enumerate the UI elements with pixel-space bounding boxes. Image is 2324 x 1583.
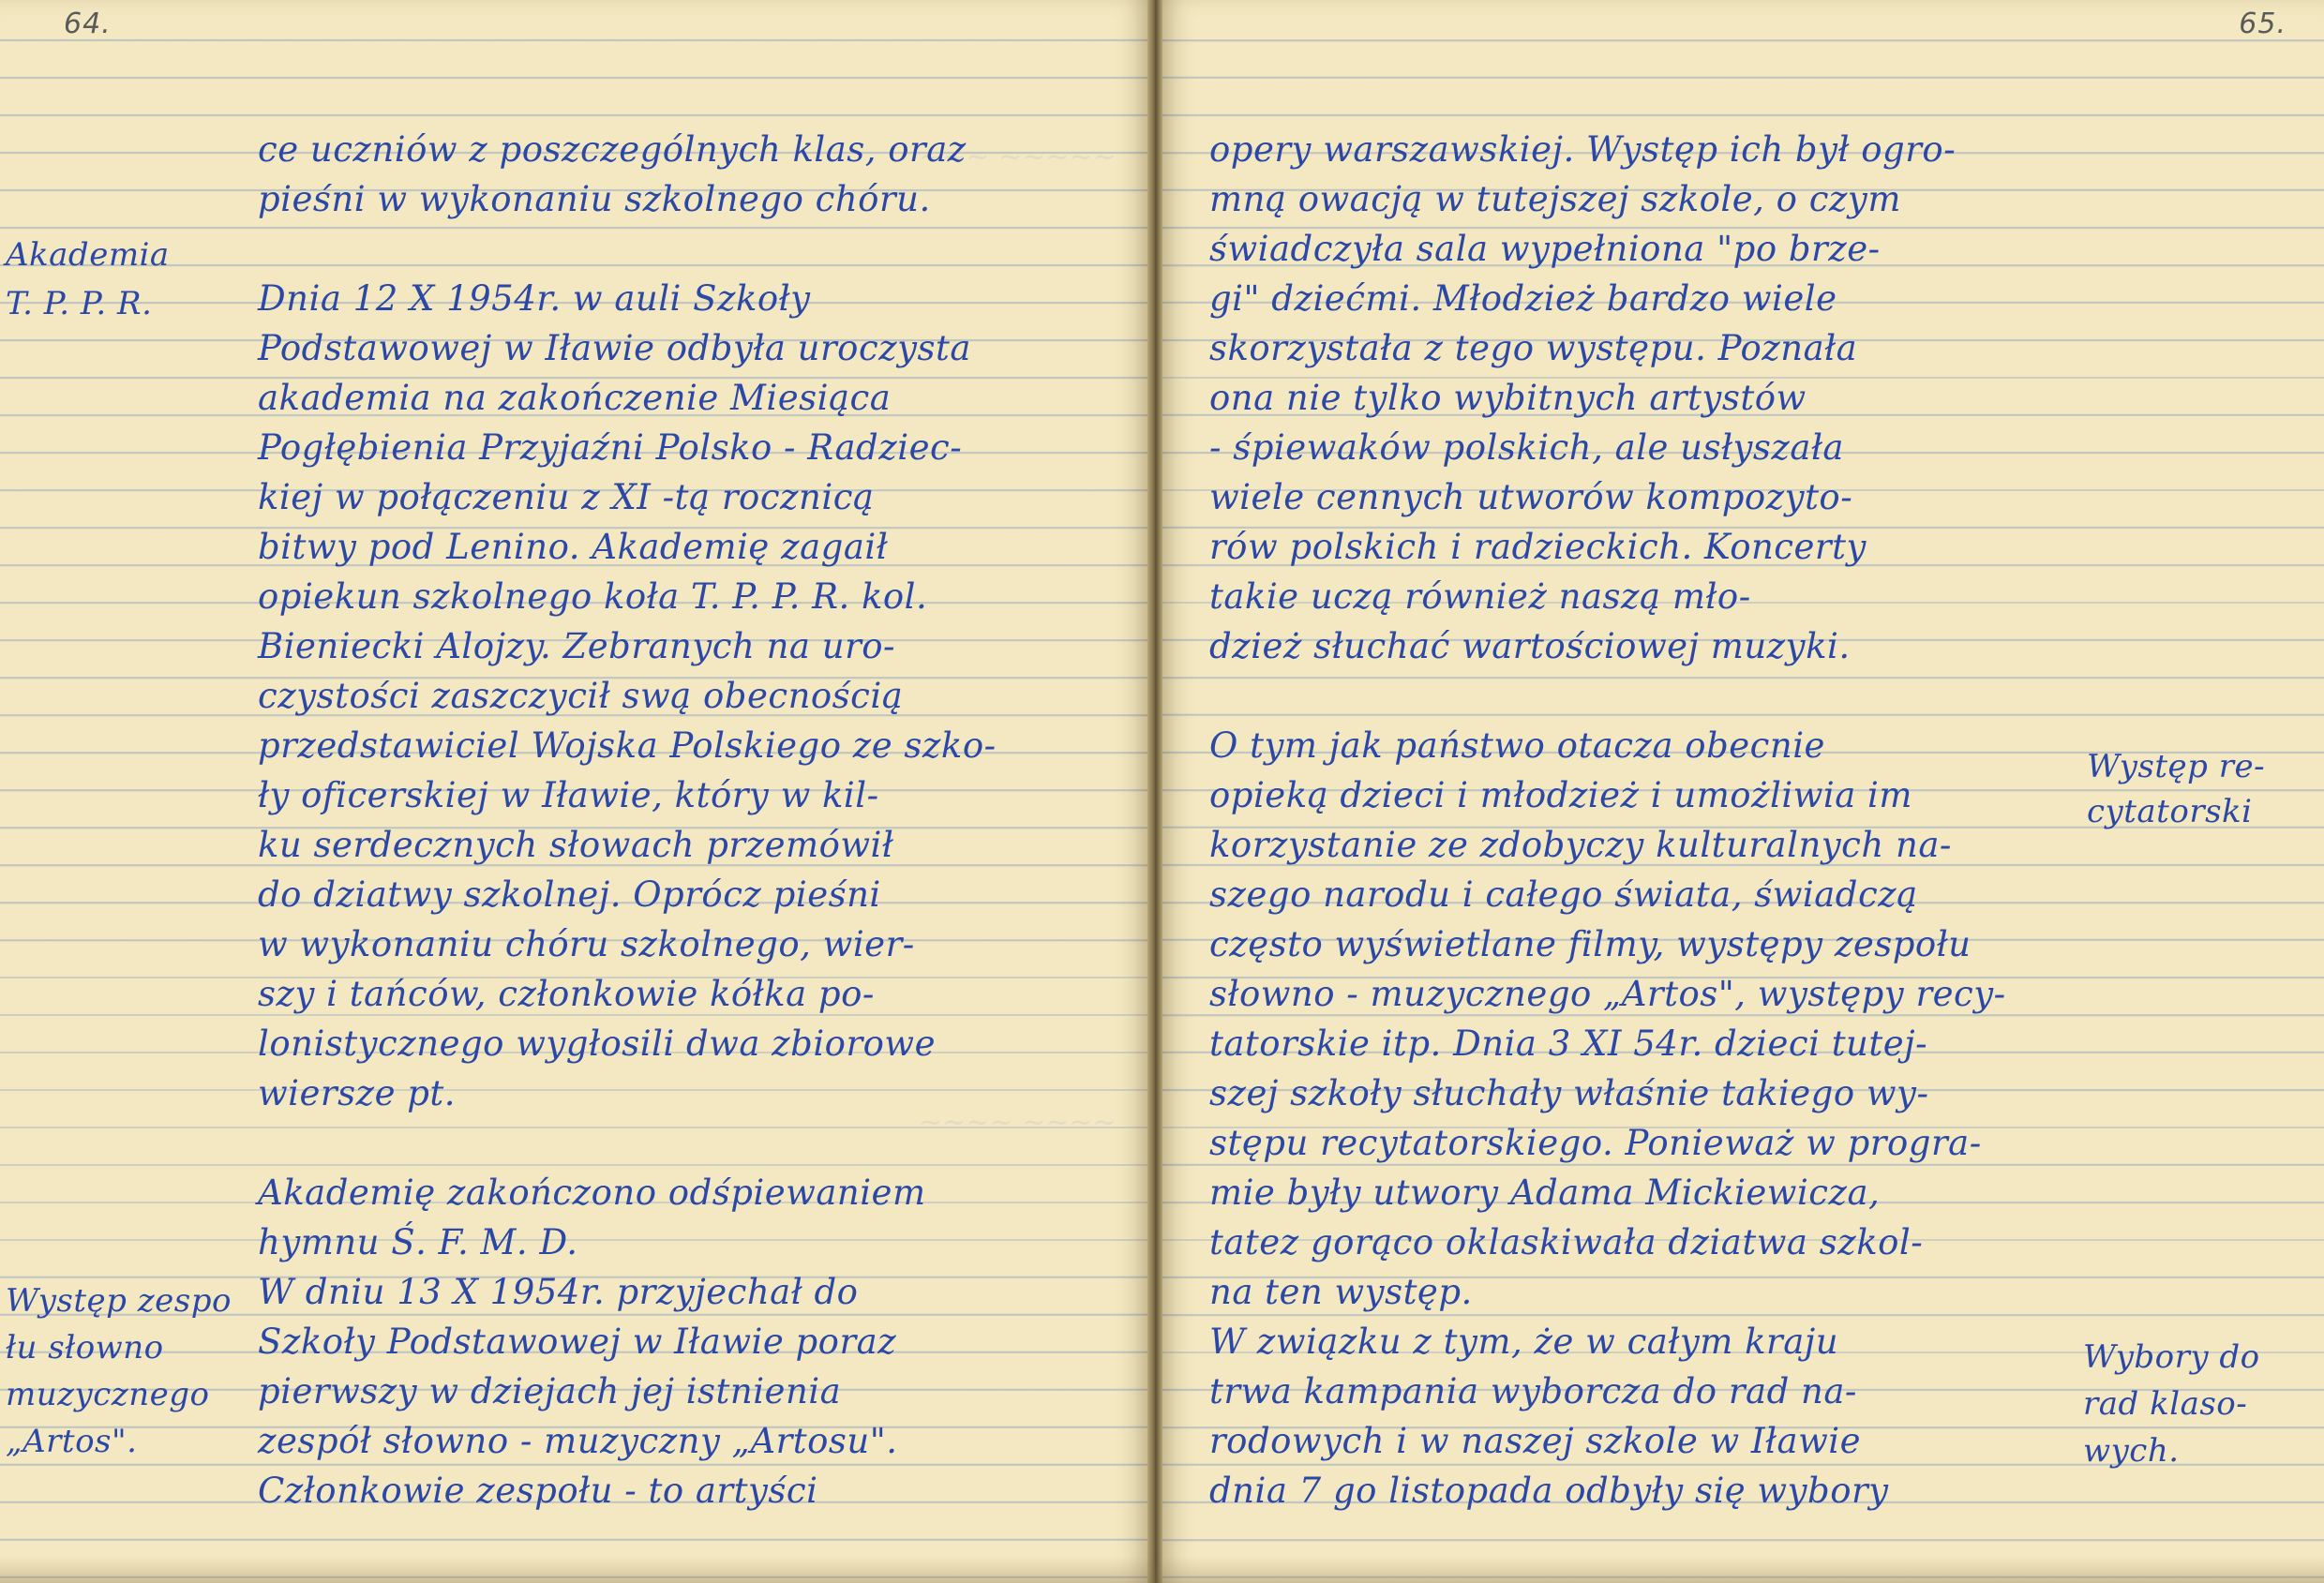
handwritten-line: Podstawowej w Iławie odbyła uroczysta [258,328,971,368]
margin-note-line: „Artos". [6,1423,138,1460]
handwritten-line: opiekun szkolnego koła T. P. P. R. kol. [258,576,928,617]
margin-note-line: Występ zespo [6,1282,232,1320]
handwritten-line: skorzystała z tego występu. Poznała [1209,328,1858,368]
handwritten-line: akademia na zakończenie Miesiąca [258,378,892,418]
handwritten-line: stępu recytatorskiego. Ponieważ w progra- [1209,1123,1982,1163]
handwritten-line: Bieniecki Alojzy. Zebranych na uro- [258,626,896,666]
left-page [0,0,1147,1583]
handwritten-line: czystości zaszczycił swą obecnością [258,676,904,716]
handwritten-line: ona nie tylko wybitnych artystów [1209,378,1807,418]
margin-note-line: Występ re- [2087,748,2266,785]
right-page [1162,0,2324,1583]
handwritten-line: szego narodu i całego świata, świadczą [1209,874,1918,915]
margin-note-line: Akademia [6,236,170,274]
handwritten-line: takie uczą również naszą mło- [1209,576,1751,617]
handwritten-line: dzież słuchać wartościowej muzyki. [1209,626,1851,666]
handwritten-line: W dniu 13 X 1954r. przyjechał do [258,1272,859,1312]
handwritten-line: rodowych i w naszej szkole w Iławie [1209,1421,1862,1461]
handwritten-line: świadczyła sala wypełniona "po brze- [1209,229,1881,269]
handwritten-line: wiele cennych utworów kompozyto- [1209,477,1853,517]
handwritten-line: mną owacją w tutejszej szkole, o czym [1209,179,1901,219]
handwritten-line: trwa kampania wyborcza do rad na- [1209,1371,1857,1411]
margin-note-line: muzycznego [6,1376,210,1413]
show-through-text: ~~~~ ~~~~ [919,1106,1117,1139]
margin-note-line: łu słowno [6,1329,164,1366]
handwritten-line: pieśni w wykonaniu szkolnego chóru. [258,179,931,219]
handwritten-line: zespół słowno - muzyczny „Artosu". [258,1421,898,1461]
handwritten-line: Pogłębienia Przyjaźni Polsko - Radziec- [258,427,963,468]
margin-note-line: cytatorski [2087,793,2253,830]
page-bottom-edge [0,1556,2324,1583]
handwritten-line: opieką dzieci i młodzież i umożliwia im [1209,775,1912,815]
handwritten-line: Akademię zakończono odśpiewaniem [258,1172,926,1213]
handwritten-line: ku serdecznych słowach przemówił [258,825,894,865]
handwritten-line: tatez gorąco oklaskiwała dziatwa szkol- [1209,1222,1924,1262]
handwritten-line: W związku z tym, że w całym kraju [1209,1322,1839,1362]
handwritten-line: w wykonaniu chóru szkolnego, wier- [258,924,915,964]
handwritten-line: słowno - muzycznego „Artos", występy recy- [1209,974,2006,1014]
handwritten-line: mie były utwory Adama Mickiewicza, [1209,1172,1881,1213]
book-gutter [1147,0,1162,1583]
handwritten-line: dnia 7 go listopada odbyły się wybory [1209,1471,1889,1511]
handwritten-line: rów polskich i radzieckich. Koncerty [1209,527,1867,567]
handwritten-line: pierwszy w dziejach jej istnienia [258,1371,842,1411]
page-number: 64. [64,7,112,40]
handwritten-line: wiersze pt. [258,1073,457,1113]
handwritten-line: na ten występ. [1209,1272,1473,1312]
handwritten-line: Szkoły Podstawowej w Iławie poraz [258,1322,897,1362]
handwritten-line: tatorskie itp. Dnia 3 XI 54r. dzieci tutej- [1209,1023,1928,1064]
handwritten-line: lonistycznego wygłosili dwa zbiorowe [258,1023,936,1064]
handwritten-line: gi" dziećmi. Młodzież bardzo wiele [1209,278,1837,319]
margin-note-line: rad klaso- [2083,1385,2248,1423]
handwritten-line: przedstawiciel Wojska Polskiego ze szko- [258,725,997,766]
handwritten-line: szy i tańców, członkowie kółka po- [258,974,875,1014]
margin-note-line: wych. [2083,1432,2180,1470]
handwritten-line: często wyświetlane filmy, występy zespołu [1209,924,1972,964]
handwritten-line: hymnu Ś. F. M. D. [258,1222,578,1262]
handwritten-line: Dnia 12 X 1954r. w auli Szkoły [258,278,811,319]
handwritten-line: ce uczniów z poszczególnych klas, oraz [258,129,967,170]
handwritten-line: Członkowie zespołu - to artyści [258,1471,818,1511]
margin-note-line: Wybory do [2083,1338,2260,1376]
handwritten-line: korzystanie ze zdobyczy kulturalnych na- [1209,825,1952,865]
handwritten-line: O tym jak państwo otacza obecnie [1209,725,1825,766]
handwritten-line: ły oficerskiej w Iławie, który w kil- [258,775,879,815]
handwritten-line: do dziatwy szkolnej. Oprócz pieśni [258,874,881,915]
show-through-text: ~~~ ~~~~~ [919,141,1117,173]
handwritten-line: opery warszawskiej. Występ ich był ogro- [1209,129,1957,170]
handwritten-line: kiej w połączeniu z XI -tą rocznicą [258,477,875,517]
margin-note-line: T. P. P. R. [6,285,153,322]
handwritten-line: szej szkoły słuchały właśnie takiego wy- [1209,1073,1929,1113]
handwritten-line: bitwy pod Lenino. Akademię zagaił [258,527,889,567]
handwritten-line: - śpiewaków polskich, ale usłyszała [1209,427,1844,468]
page-number: 65. [2239,7,2287,40]
